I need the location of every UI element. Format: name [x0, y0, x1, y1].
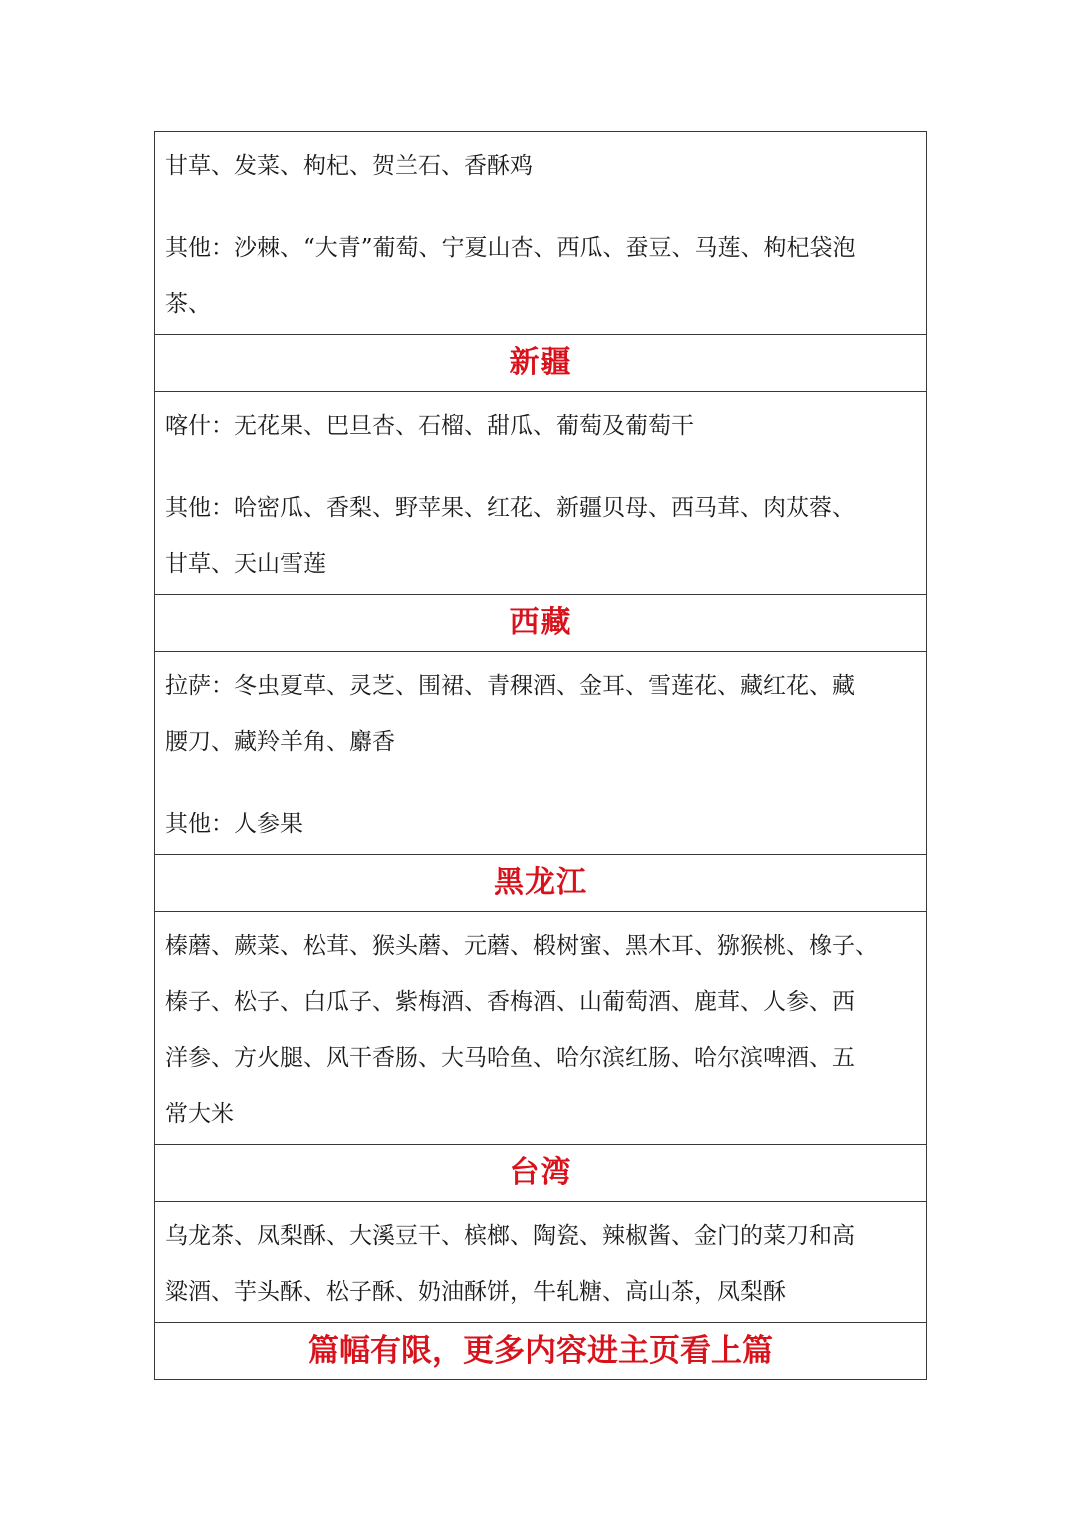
xizang-content-cell	[155, 652, 927, 855]
taiwan-content-cell	[155, 1202, 927, 1323]
ningxia-content-cell	[155, 132, 927, 335]
paragraph-gap	[165, 194, 918, 220]
taiwan-header-row	[155, 1145, 927, 1202]
paragraph-gap	[165, 770, 918, 796]
xizang-line-2: 腰刀、藏羚羊角、麝香	[165, 729, 395, 755]
xizang-line-3: 其他：人参果	[165, 811, 303, 837]
heilongjiang-content-cell	[155, 912, 927, 1145]
taiwan-header-cell	[155, 1145, 927, 1202]
specialty-products-table	[154, 131, 927, 1380]
heilongjiang-line-1: 榛蘑、蕨菜、松茸、猴头蘑、元蘑、椴树蜜、黑木耳、猕猴桃、橡子、	[165, 933, 878, 959]
heilongjiang-line-4: 常大米	[165, 1101, 234, 1127]
xinjiang-header-row	[155, 335, 927, 392]
ningxia-line-2: 其他：沙棘、“大青”葡萄、宁夏山杏、西瓜、蚕豆、马莲、枸杞袋泡	[165, 235, 856, 261]
ningxia-content-row	[155, 132, 927, 335]
xizang-header-row	[155, 595, 927, 652]
xizang-content-row	[155, 652, 927, 855]
footer-cell	[155, 1323, 927, 1380]
xinjiang-header-cell	[155, 335, 927, 392]
footer-row	[155, 1323, 927, 1380]
xizang-header-cell	[155, 595, 927, 652]
ningxia-line-3: 茶、	[165, 291, 211, 317]
taiwan-title: 台湾	[509, 1155, 572, 1190]
paragraph-gap	[165, 454, 918, 480]
xinjiang-content-cell	[155, 392, 927, 595]
heilongjiang-line-2: 榛子、松子、白瓜子、紫梅酒、香梅酒、山葡萄酒、鹿茸、人参、西	[165, 989, 855, 1015]
xinjiang-line-1: 喀什：无花果、巴旦杏、石榴、甜瓜、葡萄及葡萄干	[165, 413, 694, 439]
taiwan-line-2: 粱酒、芋头酥、松子酥、奶油酥饼，牛轧糖、高山茶，凤梨酥	[165, 1279, 786, 1305]
heilongjiang-header-cell	[155, 855, 927, 912]
ningxia-line-1: 甘草、发菜、枸杞、贺兰石、香酥鸡	[165, 153, 533, 179]
heilongjiang-title: 黑龙江	[494, 865, 587, 900]
taiwan-content-row	[155, 1202, 927, 1323]
footer-notice: 篇幅有限，更多内容进主页看上篇	[308, 1333, 773, 1369]
heilongjiang-content-row	[155, 912, 927, 1145]
xinjiang-content-row	[155, 392, 927, 595]
xizang-title: 西藏	[509, 605, 572, 640]
xinjiang-line-2: 其他：哈密瓜、香梨、野苹果、红花、新疆贝母、西马茸、肉苁蓉、	[165, 495, 855, 521]
xinjiang-title: 新疆	[509, 345, 572, 380]
heilongjiang-header-row	[155, 855, 927, 912]
heilongjiang-line-3: 洋参、方火腿、风干香肠、大马哈鱼、哈尔滨红肠、哈尔滨啤酒、五	[165, 1045, 855, 1071]
xinjiang-line-3: 甘草、天山雪莲	[165, 551, 326, 577]
xizang-line-1: 拉萨：冬虫夏草、灵芝、围裙、青稞酒、金耳、雪莲花、藏红花、藏	[165, 673, 855, 699]
taiwan-line-1: 乌龙茶、凤梨酥、大溪豆干、槟榔、陶瓷、辣椒酱、金门的菜刀和高	[165, 1223, 855, 1249]
